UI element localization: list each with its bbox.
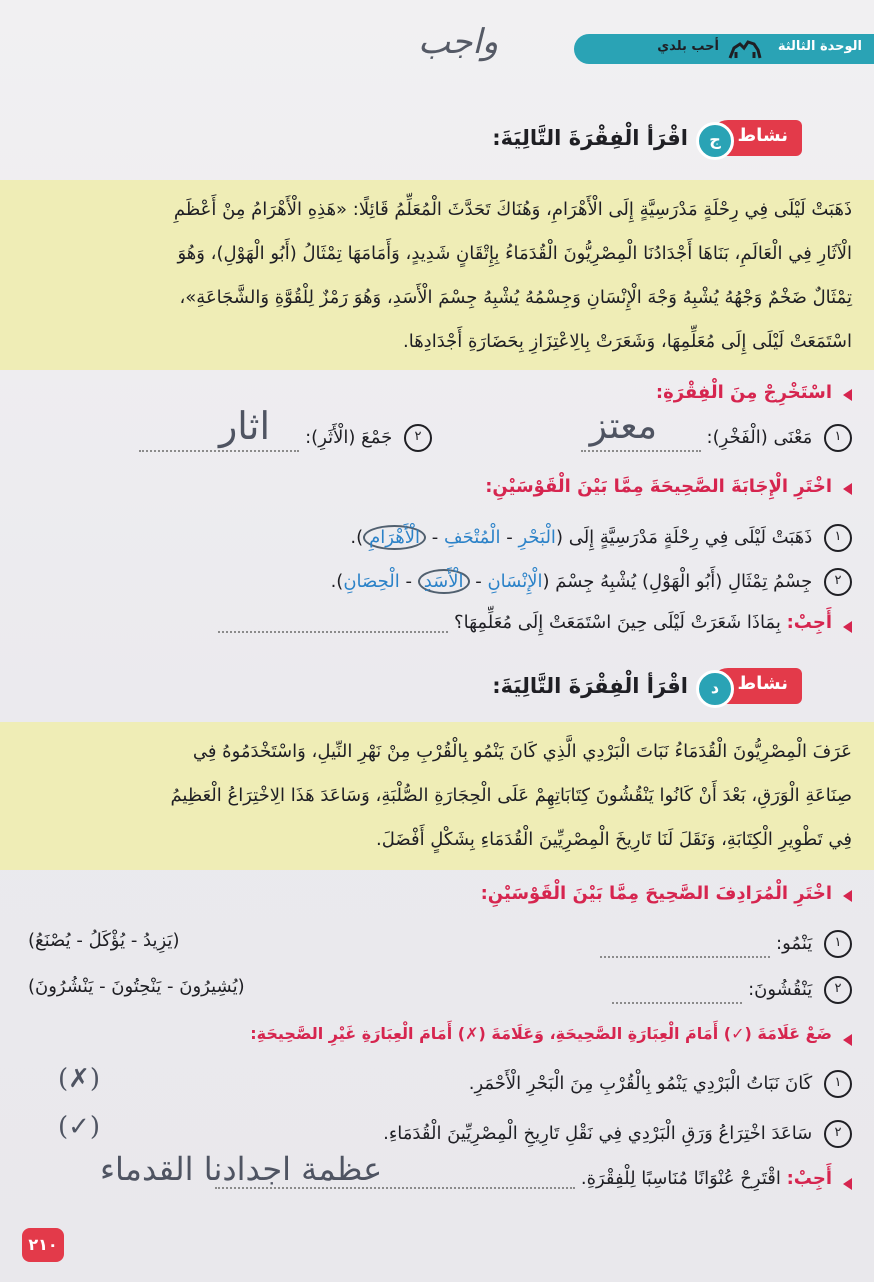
bullet-arrow-icon [843,890,852,902]
answer-label: أَجِبْ: [786,612,832,633]
bullet-arrow-icon [843,483,852,495]
check-mark-icon: (✓) [58,1112,101,1142]
activity-badge-word: نشاط [737,125,788,146]
item-number: ١ [824,524,852,552]
synonym-word-group [612,976,852,1004]
passage-line: صِنَاعَةِ الْوَرَقِ، بَعْدَ أَنْ كَانُوا يَنْقُشُونَ كِتَابَاتِهِمْ عَلَى الْحِجَارَةِ الصُّلْبَةِ، وَسَاعَدَ هَذَا الِاخْتِرَاعُ الْعَظِيمُ [170,785,852,806]
handwritten-answer: اثار [218,404,270,448]
option: الْإِنْسَانِ [487,571,543,592]
activity-badge-letter: د [696,670,734,708]
choose-heading: اخْتَرِ الْإِجَابَةَ الصَّحِيحَةَ مِمَّا بَيْنَ الْقَوْسَيْنِ: [485,476,832,497]
bullet-arrow-icon [843,389,852,401]
handwritten-title-answer: عظمة اجدادنا القدماء [100,1150,383,1188]
choose-text: جِسْمُ تِمْثَالِ (أَبُو الْهَوْلِ) يُشْبِهُ جِسْمَ [555,571,813,592]
extract-item-2 [139,424,432,452]
title-question: اقْتَرِحْ عُنْوَانًا مُنَاسِبًا لِلْفِقْرَةِ. [580,1168,781,1189]
page-number: ٢١٠ [22,1228,64,1262]
answer-question-row [18,612,832,633]
synonym-word: يَنْمُو: [776,933,813,954]
extract-label: مَعْنَى (الْفَخْرِ): [706,427,813,448]
activity-badge-letter: ج [696,122,734,160]
bullet-arrow-icon [843,1034,852,1046]
bullet-arrow-icon [843,1178,852,1190]
tick-item-2 [18,1112,852,1148]
answer-question: بِمَاذَا شَعَرَتْ لَيْلَى حِينَ اسْتَمَعَتْ إِلَى مُعَلِّمِهَا؟ [454,612,781,633]
activity-badge-word: نشاط [737,673,788,694]
activity-c-badge [696,118,802,158]
passage-line: الْآثَارِ فِي الْعَالَمِ، بَنَاهَا أَجْدَادُنَا الْمِصْرِيُّونَ الْقُدَمَاءُ بِإِتْقَانٍ شَدِيدٍ، وَأَمَامَهَا تِمْثَالُ (أَبُو الْهَوْلِ)، وَهُوَ [177,243,852,264]
answer-line [612,1002,742,1004]
handwritten-answer: معتز [589,406,657,447]
unit-subject: أحب بلدي [657,39,719,54]
passage-c [0,180,874,370]
passage-line: تِمْثَالٌ ضَخْمٌ وَجْهُهُ يُشْبِهُ وَجْهَ الْإِنْسَانِ وَجِسْمُهُ يُشْبِهُ جِسْمَ الْأَسَدِ، وَهُوَ رَمْزٌ لِلْقُوَّةِ وَالشَّجَاعَةِ»، [179,287,852,308]
item-number: ٢ [824,1120,852,1148]
extract-label: جَمْعَ (الْأَثَرِ): [305,427,393,448]
extract-heading: اسْتَخْرِجْ مِنَ الْفِقْرَةِ: [655,382,832,403]
activity-d-badge [696,666,802,706]
option-circled: الْأَسَدِ [418,569,470,594]
choose-item-2: ٢ جِسْمُ تِمْثَالِ (أَبُو الْهَوْلِ) يُشْبِهُ جِسْمَ (الْإِنْسَانِ - الْأَسَدِ - الْحِصَانِ). [18,568,852,596]
unit-title: الوحدة الثالثة [777,39,862,54]
handwritten-homework-label: واجب [418,22,499,62]
option: الْمُتْحَفِ [443,527,501,548]
choose-text: ذَهَبَتْ لَيْلَى فِي رِحْلَةٍ مَدْرَسِيَّةٍ إِلَى [568,527,813,548]
passage-line: عَرَفَ الْمِصْرِيُّونَ الْقُدَمَاءُ نَبَاتَ الْبَرْدِي الَّذِي كَانَ يَنْمُو بِالْقُرْبِ مِنْ نَهْرِ النِّيلِ، وَاسْتَخْدَمُوهُ فِي [192,741,852,762]
item-number: ١ [824,424,852,452]
activity-d-title: اقْرَأ الْفِقْرَةَ التَّالِيَةَ: [492,674,688,698]
option: الْبَحْرِ [518,527,556,548]
passage-line: ذَهَبَتْ لَيْلَى فِي رِحْلَةٍ مَدْرَسِيَّةٍ إِلَى الْأَهْرَامِ، وَهُنَاكَ تَحَدَّثَ الْمُعَلِّمُ قَائِلًا: «هَذِهِ الْأَهْرَامُ مِنْ أَعْظَمِ [173,199,852,220]
camel-icon [726,34,764,64]
synonym-word: يَنْقُشُونَ: [748,979,813,1000]
answer-line [139,450,299,452]
choose-item-1: ١ ذَهَبَتْ لَيْلَى فِي رِحْلَةٍ مَدْرَسِيَّةٍ إِلَى (الْبَحْرِ - الْمُتْحَفِ - الْأَهْرَامِ). [18,524,852,552]
bullet-arrow-icon [843,621,852,633]
item-number: ٢ [824,976,852,1004]
synonym-options: (يَزِيدُ - يُؤْكَلُ - يُصْنَعُ) [28,930,180,951]
cross-mark-icon: (✗) [58,1064,101,1094]
activity-c-title: اقْرَأ الْفِقْرَةَ التَّالِيَةَ: [492,126,688,150]
answer-line [600,956,770,958]
item-number: ١ [824,1070,852,1098]
answer-line [581,450,701,452]
synonym-options: (يُشِيرُونَ - يَنْحِتُونَ - يَنْشُرُونَ) [28,976,245,997]
activity-d-header [492,666,802,706]
passage-d [0,722,874,870]
answer-label: أَجِبْ: [786,1168,832,1189]
tick-heading: ضَعْ عَلَامَةَ (✓) أَمَامَ الْعِبَارَةِ الصَّحِيحَةِ، وَعَلَامَةَ (✗) أَمَامَ الْعِبَارَةِ غَيْرِ الصَّحِيحَةِ: [250,1024,832,1043]
answer-line [218,631,448,633]
activity-c-header [492,118,802,158]
option-circled: الْأَهْرَامِ [363,525,426,550]
option: الْحِصَانِ [343,571,400,592]
passage-line: فِي تَطْوِيرِ الْكِتَابَةِ، وَنَقَلَ لَنَا تَارِيخَ الْمِصْرِيِّينَ الْقُدَمَاءِ بِشَكْلٍ أَفْضَلَ. [376,829,852,850]
tick-item-1 [18,1064,852,1098]
passage-line: اسْتَمَعَتْ لَيْلَى إِلَى مُعَلِّمِهَا، وَشَعَرَتْ بِالِاعْتِزَازِ بِحَضَارَةِ أَجْدَادِهَا. [402,331,852,352]
synonym-heading: اخْتَرِ الْمُرَادِفَ الصَّحِيحَ مِمَّا بَيْنَ الْقَوْسَيْنِ: [480,883,832,904]
item-number: ٢ [824,568,852,596]
item-number: ١ [824,930,852,958]
item-number: ٢ [404,424,432,452]
tick-text: سَاعَدَ اخْتِرَاعُ وَرَقِ الْبَرْدِي فِي نَقْلِ تَارِيخِ الْمِصْرِيِّينَ الْقُدَمَاءِ. [383,1123,813,1144]
tick-text: كَانَ نَبَاتُ الْبَرْدِي يَنْمُو بِالْقُرْبِ مِنَ الْبَحْرِ الْأَحْمَرِ. [468,1073,813,1094]
synonym-word-group [600,930,852,958]
